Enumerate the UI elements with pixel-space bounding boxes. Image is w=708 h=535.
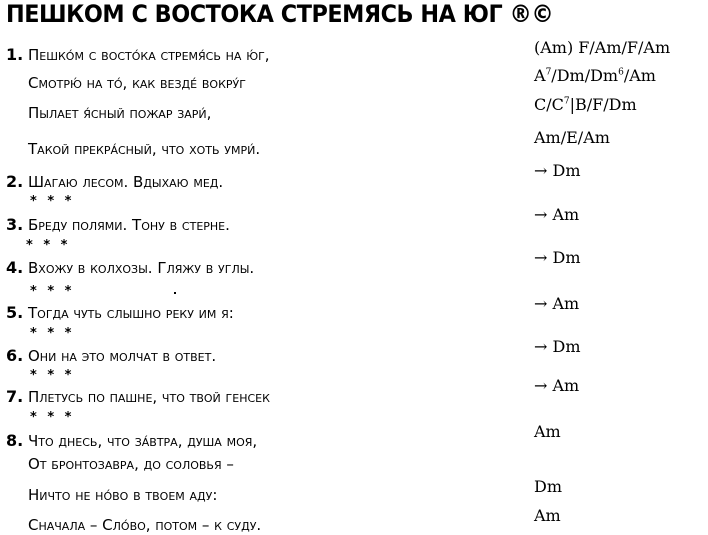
chord-verse-8-d: Am	[534, 506, 561, 525]
verse-number: 4.	[6, 258, 24, 277]
verse-1-line-4: Такой прекра́сный, что хоть умри́.	[28, 140, 261, 158]
separator: * * *	[30, 194, 75, 209]
lyric-text: Тогда чуть слышно реку им я:	[28, 304, 234, 322]
verse-8-line-4: Сначала – Сло́во, потом – к суду.	[28, 516, 262, 534]
verse-4-line	[6, 258, 254, 277]
separator: * * *	[30, 368, 75, 383]
verse-8-line-3: Ничто не но́во в твоем аду:	[28, 486, 218, 504]
chord-superscript: 7	[563, 96, 570, 107]
separator: * * *	[30, 284, 75, 299]
verse-number: 3.	[6, 215, 24, 234]
song-title: ПЕШКОМ С ВОСТОКА СТРЕМЯСЬ НА ЮГ ®©	[6, 0, 554, 28]
chord-line-3	[534, 95, 637, 114]
chord-text: C/C	[534, 95, 564, 114]
verse-1-line-2: Смотрю́ на то́, как везде́ вокру́г	[28, 74, 246, 92]
verse-number: 8.	[6, 431, 24, 450]
verse-number: 2.	[6, 172, 24, 191]
verse-6-line	[6, 346, 216, 365]
chord-text: /Dm/Dm	[551, 66, 619, 85]
verse-7-line	[6, 387, 270, 406]
chord-line-2	[534, 66, 656, 85]
chord-text: /Am	[623, 66, 656, 85]
lyric-text: Вхожу в колхозы. Гляжу в углы.	[28, 259, 255, 277]
chord-verse-6: → Dm	[534, 337, 581, 356]
verse-5-line	[6, 303, 234, 322]
lyric-text: Они на это молчат в ответ.	[28, 347, 217, 365]
separator: * * *	[30, 410, 75, 425]
lyric-text: Бреду полями. Тону в стерне.	[28, 216, 230, 234]
chord-line-4: Am/E/Am	[534, 128, 610, 147]
chord-verse-7: → Am	[534, 376, 580, 395]
verse-8-line-1	[6, 431, 257, 450]
chord-verse-3: → Am	[534, 205, 580, 224]
chord-superscript: 7	[545, 67, 552, 78]
verse-1-line-3: Пылает я́сный пожар зари́,	[28, 104, 212, 122]
chord-line-1: (Am) F/Am/F/Am	[534, 38, 671, 57]
chord-verse-8-c: Dm	[534, 477, 562, 496]
verse-number: 5.	[6, 303, 24, 322]
separator: * * *	[30, 326, 75, 341]
verse-number: 6.	[6, 346, 24, 365]
verse-1-line-1	[6, 45, 270, 64]
separator: * * *	[26, 238, 71, 253]
chord-verse-4: → Dm	[534, 248, 581, 267]
chord-verse-5: → Am	[534, 294, 580, 313]
lyric-text: Шагаю лесом. Вдыхаю мед.	[28, 173, 224, 191]
lyric-text: Плетусь по пашне, что твой генсек	[28, 388, 270, 406]
chord-superscript: 6	[618, 67, 624, 78]
chord-verse-2: → Dm	[534, 161, 581, 180]
stray-dot	[174, 292, 176, 294]
chord-text: A	[534, 66, 546, 85]
verse-3-line	[6, 215, 230, 234]
verse-number: 7.	[6, 387, 24, 406]
chord-verse-8-a: Am	[534, 422, 561, 441]
verse-8-line-2: От бронтозавра, до соловья –	[28, 455, 234, 473]
lyric-text: Что днесь, что за́втра, душа моя,	[28, 432, 258, 450]
verse-2-line	[6, 172, 223, 191]
verse-number: 1.	[6, 45, 24, 64]
lyric-text: Пешко́м с восто́ка стремя́сь на ю́г,	[28, 46, 270, 64]
chord-text: |B/F/Dm	[569, 95, 637, 114]
